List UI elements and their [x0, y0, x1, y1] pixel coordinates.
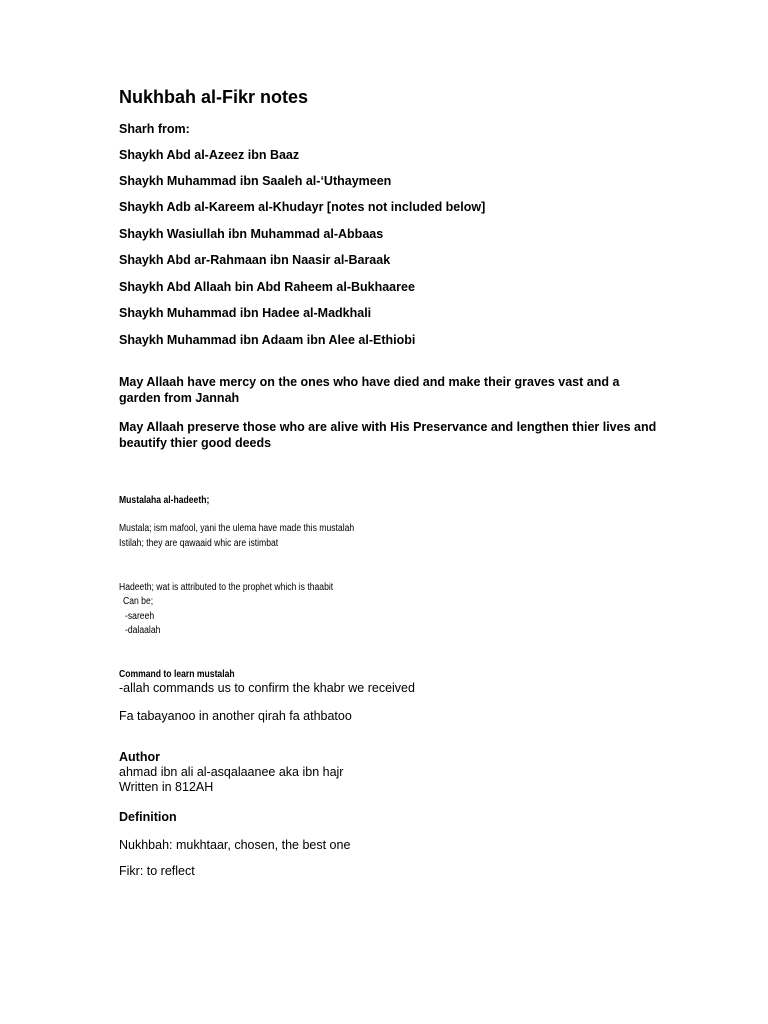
- hadeeth-line: -sareeh: [125, 611, 155, 622]
- command-line: -allah commands us to confirm the khabr we received: [119, 681, 415, 695]
- mustalaha-line: Istilah; they are qawaaid whic are istimbat: [119, 538, 279, 549]
- definition-line: Fikr: to reflect: [119, 864, 195, 878]
- definition-heading: Definition: [119, 810, 177, 824]
- author-heading: Author: [119, 750, 160, 764]
- hadeeth-line: Hadeeth; wat is attributed to the prophet which is thaabit: [119, 582, 334, 593]
- hadeeth-line: Can be;: [123, 596, 154, 607]
- scholar-line: Shaykh Muhammad ibn Hadee al-Madkhali: [119, 306, 372, 320]
- scholar-line: Shaykh Abd al-Azeez ibn Baaz: [119, 148, 300, 162]
- command-heading: Command to learn mustalah: [119, 669, 235, 680]
- scholar-line: Shaykh Muhammad ibn Adaam ibn Alee al-Ethiobi: [119, 333, 416, 347]
- scholar-line: Shaykh Abd Allaah bin Abd Raheem al-Bukhaaree: [119, 280, 415, 294]
- scholar-line: Shaykh Abd ar-Rahmaan ibn Naasir al-Baraak: [119, 253, 391, 267]
- scholar-line: Shaykh Adb al-Kareem al-Khudayr [notes not included below]: [119, 200, 486, 214]
- sharh-heading: Sharh from:: [119, 122, 190, 136]
- definition-line: Nukhbah: mukhtaar, chosen, the best one: [119, 838, 351, 852]
- mustalaha-line: Mustala; ism mafool, yani the ulema have made this mustalah: [119, 523, 355, 534]
- mustalaha-heading: Mustalaha al-hadeeth;: [119, 495, 210, 506]
- scholar-line: Shaykh Wasiullah ibn Muhammad al-Abbaas: [119, 227, 384, 241]
- command-line: Fa tabayanoo in another qirah fa athbatoo: [119, 709, 352, 723]
- page-title: Nukhbah al-Fikr notes: [119, 87, 309, 107]
- document-page: [119, 0, 719, 1024]
- dua-preserve: May Allaah preserve those who are alive with His Preservance and lengthen thier lives and beautify thier good deeds: [119, 420, 657, 450]
- hadeeth-line: -dalaalah: [125, 625, 161, 636]
- author-line: ahmad ibn ali al-asqalaanee aka ibn hajr: [119, 765, 344, 779]
- dua-mercy: May Allaah have mercy on the ones who have died and make their graves vast and a garden from Jannah: [119, 375, 620, 405]
- author-line: Written in 812AH: [119, 780, 214, 794]
- scholar-line: Shaykh Muhammad ibn Saaleh al-‘Uthaymeen: [119, 174, 392, 188]
